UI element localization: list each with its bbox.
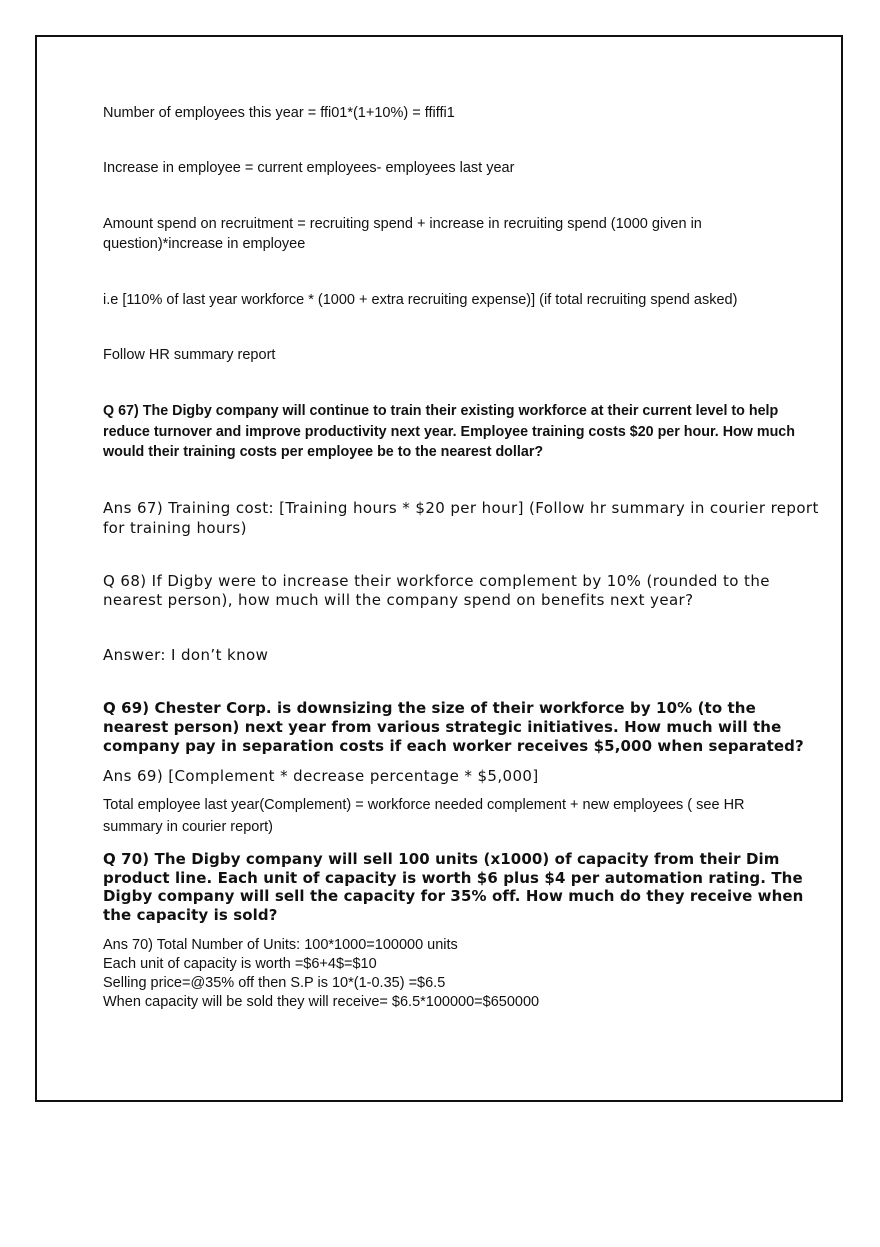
- total-employee-line-1: Total employee last year(Complement) = workforce needed complement + new employees ( see HR: [103, 797, 745, 813]
- employees-this-year-line: Number of employees this year = ffi01*(1+10%) = ffiffi1: [103, 105, 455, 121]
- question-67-line-2: reduce turnover and improve productivity next year. Employee training costs $20 per hour. How much: [103, 424, 795, 440]
- answer-70-line-3: Selling price=@35% off then S.P is 10*(1-0.35) =$6.5: [103, 975, 446, 991]
- recruitment-spend-line-1: Amount spend on recruitment = recruiting spend + increase in recruiting spend (1000 given in: [103, 216, 702, 232]
- answer-67-line-2: for training hours): [103, 519, 247, 537]
- question-70-line-4: the capacity is sold?: [103, 906, 278, 924]
- question-69-line-1: Q 69) Chester Corp. is downsizing the size of their workforce by 10% (to the: [103, 699, 756, 717]
- question-68-line-1: Q 68) If Digby were to increase their workforce complement by 10% (rounded to the: [103, 572, 770, 590]
- answer-70-line-1: Ans 70) Total Number of Units: 100*1000=100000 units: [103, 937, 458, 953]
- question-68-line-2: nearest person), how much will the company spend on benefits next year?: [103, 591, 694, 609]
- question-67-line-1: Q 67) The Digby company will continue to train their existing workforce at their current level to help: [103, 403, 779, 419]
- question-69-line-2: nearest person) next year from various strategic initiatives. How much will the: [103, 718, 782, 736]
- answer-70-line-2: Each unit of capacity is worth =$6+4$=$10: [103, 956, 377, 972]
- question-69-line-3: company pay in separation costs if each worker receives $5,000 when separated?: [103, 737, 804, 755]
- recruitment-note-line: i.e [110% of last year workforce * (1000 + extra recruiting expense)] (if total recruiting spend asked): [103, 292, 738, 308]
- question-70-line-2: product line. Each unit of capacity is worth $6 plus $4 per automation rating. The: [103, 869, 803, 887]
- answer-69-line: Ans 69) [Complement * decrease percentage * $5,000]: [103, 767, 539, 785]
- increase-in-employee-line: Increase in employee = current employees- employees last year: [103, 160, 515, 176]
- answer-70-line-4: When capacity will be sold they will receive= $6.5*100000=$650000: [103, 994, 540, 1010]
- question-70-line-3: Digby company will sell the capacity for 35% off. How much do they receive when: [103, 887, 804, 905]
- answer-67-line-1: Ans 67) Training cost: [Training hours * $20 per hour] (Follow hr summary in courier report: [103, 499, 819, 517]
- question-67-line-3: would their training costs per employee be to the nearest dollar?: [103, 444, 544, 460]
- follow-hr-line: Follow HR summary report: [103, 347, 276, 363]
- total-employee-line-2: summary in courier report): [103, 819, 274, 835]
- answer-68-line: Answer: I don’t know: [103, 646, 269, 664]
- recruitment-spend-line-2: question)*increase in employee: [103, 236, 306, 252]
- question-70-line-1: Q 70) The Digby company will sell 100 units (x1000) of capacity from their Dim: [103, 850, 780, 868]
